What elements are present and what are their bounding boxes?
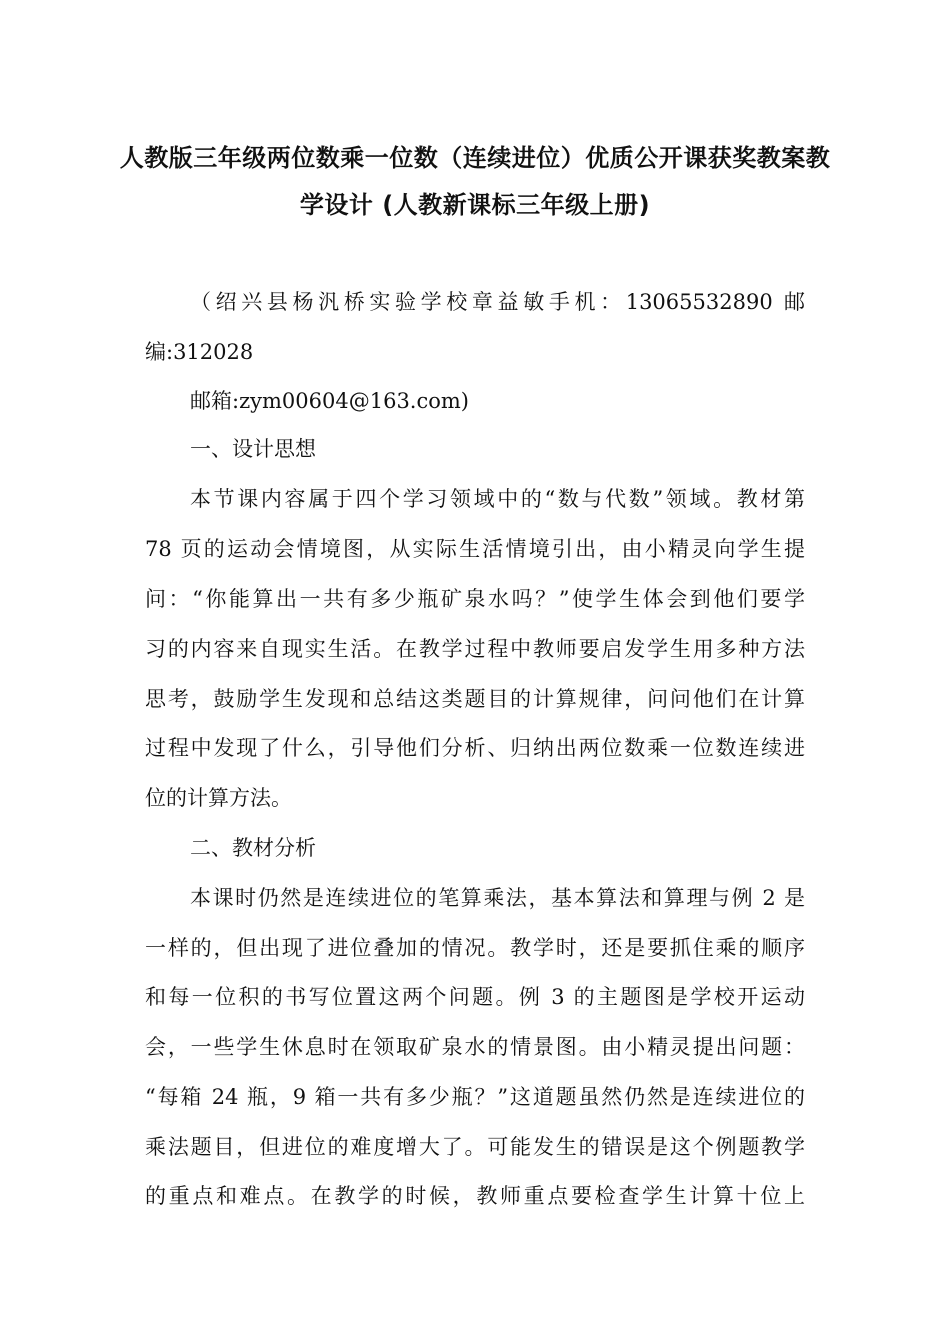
section-1-paragraph-line: 思考，鼓励学生发现和总结这类题目的计算规律，问问他们在计算 xyxy=(145,687,805,711)
section-1-heading: 一、设计思想 xyxy=(190,437,316,461)
section-2-heading: 二、教材分析 xyxy=(190,836,316,860)
section-2-paragraph-line: 一样的，但出现了进位叠加的情况。教学时，还是要抓住乘的顺序 xyxy=(145,936,805,960)
document-title-line-2: 学设计 (人教新课标三年级上册) xyxy=(299,191,651,219)
author-info-line-2: 编:312028 xyxy=(145,340,254,364)
section-2-paragraph-line: 乘法题目，但进位的难度增大了。可能发生的错误是这个例题教学 xyxy=(145,1135,805,1159)
section-2-paragraph-line: 会，一些学生休息时在领取矿泉水的情景图。由小精灵提出问题： xyxy=(145,1035,805,1059)
section-1-paragraph-line: 习的内容来自现实生活。在教学过程中教师要启发学生用多种方法 xyxy=(145,637,805,661)
author-info-line-1: （绍兴县杨汎桥实验学校章益敏手机：13065532890 邮 xyxy=(190,290,805,314)
section-1-paragraph-line: 过程中发现了什么，引导他们分析、归纳出两位数乘一位数连续进 xyxy=(145,736,805,760)
section-1-paragraph-line: 位的计算方法。 xyxy=(145,786,292,810)
section-2-paragraph-line: “每箱 24 瓶，9 箱一共有多少瓶？”这道题虽然仍然是连续进位的 xyxy=(145,1085,805,1109)
section-1-paragraph-line: 问：“你能算出一共有多少瓶矿泉水吗？”使学生体会到他们要学 xyxy=(145,587,805,611)
author-email-line: 邮箱:zym00604@163.com) xyxy=(190,389,469,413)
section-1-paragraph-line: 78 页的运动会情境图，从实际生活情境引出，由小精灵向学生提 xyxy=(145,537,805,561)
document-title-line-1: 人教版三年级两位数乘一位数（连续进位）优质公开课获奖教案教 xyxy=(119,144,831,172)
section-2-paragraph-line: 本课时仍然是连续进位的笔算乘法，基本算法和算理与例 2 是 xyxy=(190,886,805,910)
section-1-paragraph-line: 本节课内容属于四个学习领域中的“数与代数”领域。教材第 xyxy=(190,487,805,511)
section-2-paragraph-line: 的重点和难点。在教学的时候，教师重点要检查学生计算十位上 xyxy=(145,1184,805,1208)
section-2-paragraph-line: 和每一位积的书写位置这两个问题。例 3 的主题图是学校开运动 xyxy=(145,985,805,1009)
